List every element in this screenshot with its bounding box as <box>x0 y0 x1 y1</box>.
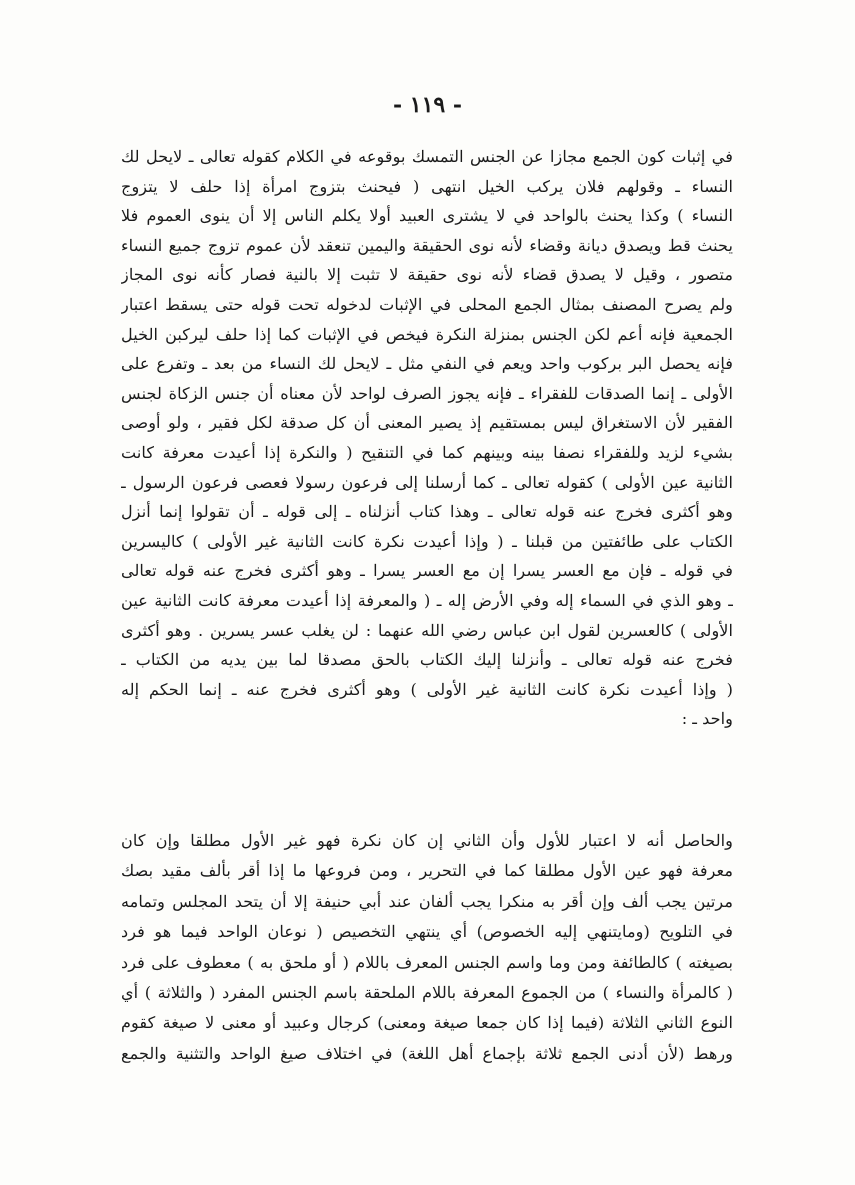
text-line: مرتين يجب ألف وإن أقر به منكرا يجب ألفان عند أبي حنيفة إلا أن يتحد المجلس وتمامه <box>121 891 733 911</box>
text-line: ( كالمرأة والنساء ) من الجموع المعرفة باللام الملحقة باسم الجنس المفرد ( والثلاثة ) أي <box>121 982 733 1002</box>
page-number: - ١١٩ - <box>392 92 463 118</box>
text-line: في قوله ـ فإن مع العسر يسرا إن مع العسر يسرا ـ وهو أكثرى فخرج عنه قوله تعالى <box>121 561 733 581</box>
text-line: ورهط (لأن أدنى الجمع ثلاثة بإجماع أهل اللغة) في اختلاف صيغ الواحد والتثنية والجمع <box>121 1043 733 1063</box>
text-line: متصور ، وقيل لا يصدق قضاء لأنه نوى حقيقة لا تثبت إلا بالنية فصار كأنه نوى المجاز <box>121 265 733 285</box>
text-line: والحاصل أنه لا اعتبار للأول وأن الثاني إن كان نكرة فهو غير الأول مطلقا وإن كان <box>121 831 733 850</box>
text-line: الثانية عين الأولى ) كقوله تعالى ـ كما أرسلنا إلى فرعون رسولا فعصى فرعون الرسول ـ <box>121 472 733 492</box>
text-line: النساء ) وكذا يحنث بالواحد في لا يشترى العبيد أولا يكلم الناس إلا أن ينوى العموم فلا <box>121 206 733 226</box>
text-line: الجمعية فإنه أعم لكن الجنس بمنزلة النكرة فيخص في الإثبات كما إذا حلف ليركبن الخيل <box>121 324 733 344</box>
text-line: في إثبات كون الجمع مجازا عن الجنس التمسك بوقوعه في الكلام كقوله تعالى ـ لايحل لك <box>121 147 733 166</box>
text-line: بصيغته ) كالطائفة ومن وما واسم الجنس المعرف باللام ( أو ملحق به ) معطوف على فرد <box>121 952 733 972</box>
text-line: وهو أكثرى فخرج عنه قوله تعالى ـ وهذا كتاب أنزلناه ـ إلى قوله ـ أن تقولوا إنما أنزل <box>121 502 733 522</box>
paragraph-1 <box>121 142 733 734</box>
text-line: يحنث قط ويصدق ديانة وقضاء لأنه نوى الحقيقة واليمين تنعقد لأن عموم تزوج جميع النساء <box>121 235 733 255</box>
text-line: فخرج عنه قوله تعالى ـ وأنزلنا إليك الكتاب بالحق مصدقا لما بين يديه من الكتاب ـ <box>121 650 733 670</box>
text-line: معرفة فهو عين الأول مطلقا كما في التحرير ، ومن فروعها ما إذا أقر بألف مقيد بصك <box>121 861 733 881</box>
text-line: ـ وهو الذي في السماء إله وفي الأرض إله ـ ( والمعرفة إذا أعيدت معرفة كانت الثانية عين <box>121 590 733 610</box>
text-line: الأولى ـ إنما الصدقات للفقراء ـ فإنه يجوز الصرف لواحد لأن معناه أن جنس الزكاة لجنس <box>121 383 733 403</box>
text-line: واحد ـ : <box>681 709 733 729</box>
text-line: الأولى ) كالعسرين لقول ابن عباس رضي الله عنهما : لن يغلب عسر يسرين . وهو أكثرى <box>121 620 733 640</box>
text-line: ولم يصرح المصنف بمثال الجمع المحلى في الإثبات لدخوله تحت قوله حتى يسقط اعتبار <box>121 294 733 314</box>
text-line: فإنه يحصل البر بركوب واحد ويعم في النفي مثل ـ لايحل لك النساء من بعد ـ وتفرع على <box>121 354 733 374</box>
text-line: بشيء لزيد وللفقراء نصفا بينه وبينهم كما في التنقيح ( والنكرة إذا أعيدت معرفة كانت <box>121 442 733 462</box>
text-line: ( وإذا أعيدت نكرة كانت الثانية غير الأولى ) وهو أكثرى فخرج عنه ـ إنما الحكم إله <box>121 679 733 699</box>
text-line: الكتاب على طائفتين من قبلنا ـ ( وإذا أعيدت نكرة كانت الثانية غير الأولى ) كاليسرين <box>121 531 733 551</box>
text-line: الفقير لأن الاستغراق ليس بمستقيم إذ يصير المعنى أن كل صدقة لكل فقير ، ولو أوصى <box>121 413 733 433</box>
paragraph-2 <box>121 826 733 1069</box>
text-line: النوع الثاني الثلاثة (فيما إذا كان جمعا صيغة ومعنى) كرجال وعبيد أو معنى لا صيغة كقوم <box>121 1013 733 1033</box>
text-line: النساء ـ وقولهم فلان يركب الخيل انتهى ( فيحنث بتزوج امرأة إذا حلف لا يتزوج <box>121 176 733 196</box>
text-line: في التلويح (ومايتنهي إليه الخصوص) أي ينتهي التخصيص ( نوعان الواحد فيما هو فرد <box>121 922 733 942</box>
